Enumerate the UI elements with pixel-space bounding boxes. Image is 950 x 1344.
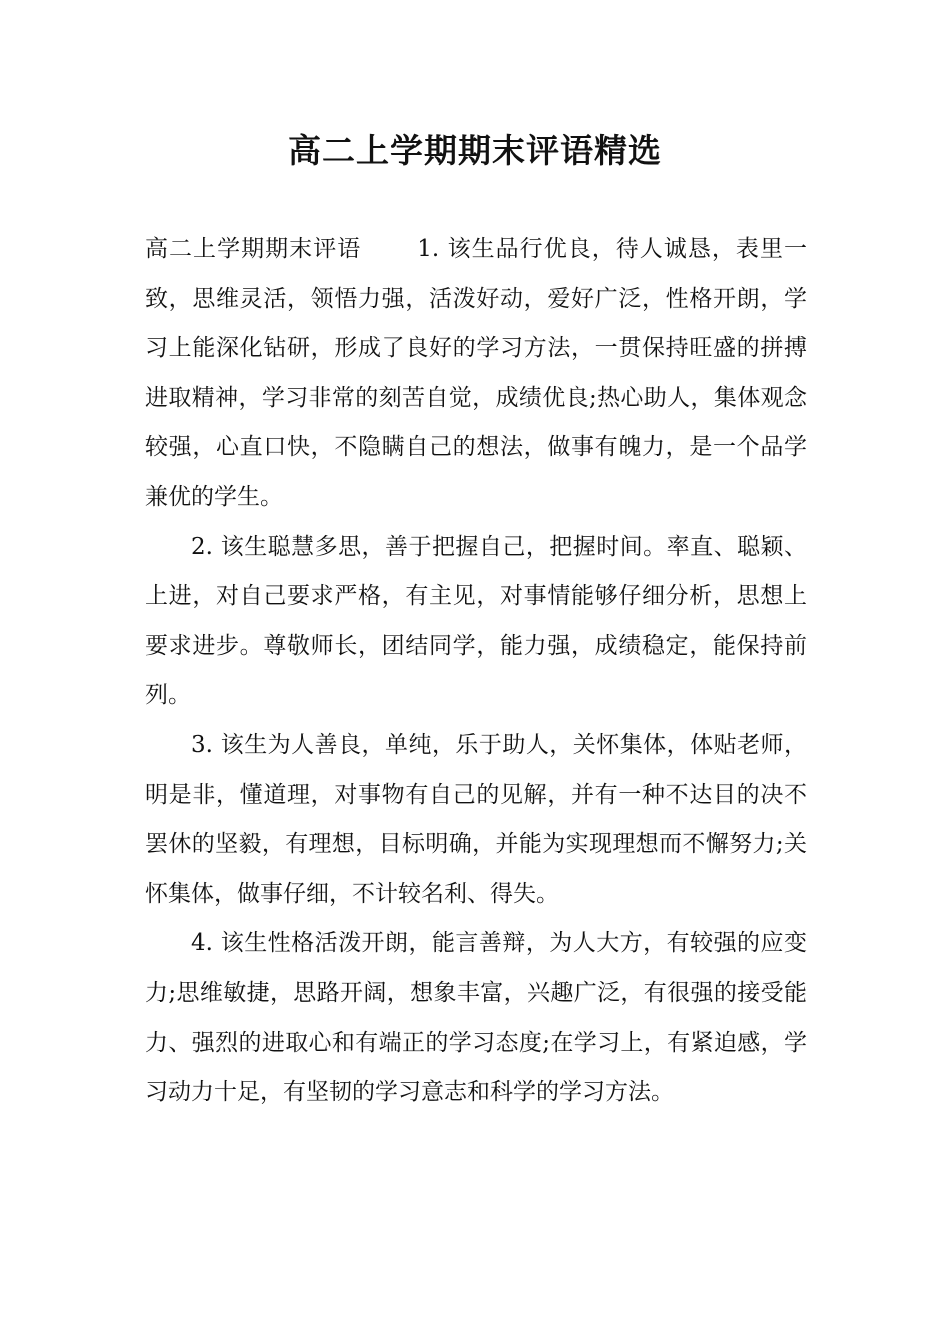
section-subheading: 高二上学期期末评语 [145, 236, 362, 262]
document-title: 高二上学期期末评语精选 [288, 131, 662, 170]
paragraph-4: 4. 该生性格活泼开朗，能言善辩，为人大方，有较强的应变力;思维敏捷，思路开阔，想象丰富，兴趣广泛，有很强的接受能力、强烈的进取心和有端正的学习态度;在学习上，有紧迫感，学习动力十足，有坚韧的学习意志和科学的学习方法。 [145, 930, 807, 1106]
paragraph-1 [145, 225, 807, 523]
paragraph-2: 2. 该生聪慧多思，善于把握自己，把握时间。率直、聪颖、上进，对自己要求严格，有主见，对事情能够仔细分析，思想上要求进步。尊敬师长，团结同学，能力强，成绩稳定，能保持前列。 [145, 533, 807, 709]
paragraph-1-text: 1. 该生品行优良，待人诚恳，表里一致，思维灵活，领悟力强，活泼好动，爱好广泛，性格开朗，学习上能深化钻研，形成了良好的学习方法，一贯保持旺盛的拼搏进取精神，学习非常的刻苦自觉，成绩优良;热心助人，集体观念较强，心直口快，不隐瞒自己的想法，做事有魄力，是一个品学兼优的学生。 [145, 236, 807, 510]
paragraph-3: 3. 该生为人善良，单纯，乐于助人，关怀集体，体贴老师，明是非，懂道理，对事物有自己的见解，并有一种不达目的决不罢休的坚毅，有理想，目标明确，并能为实现理想而不懈努力;关怀集体，做事仔细，不计较名利、得失。 [145, 731, 807, 907]
document-body [145, 225, 807, 1118]
